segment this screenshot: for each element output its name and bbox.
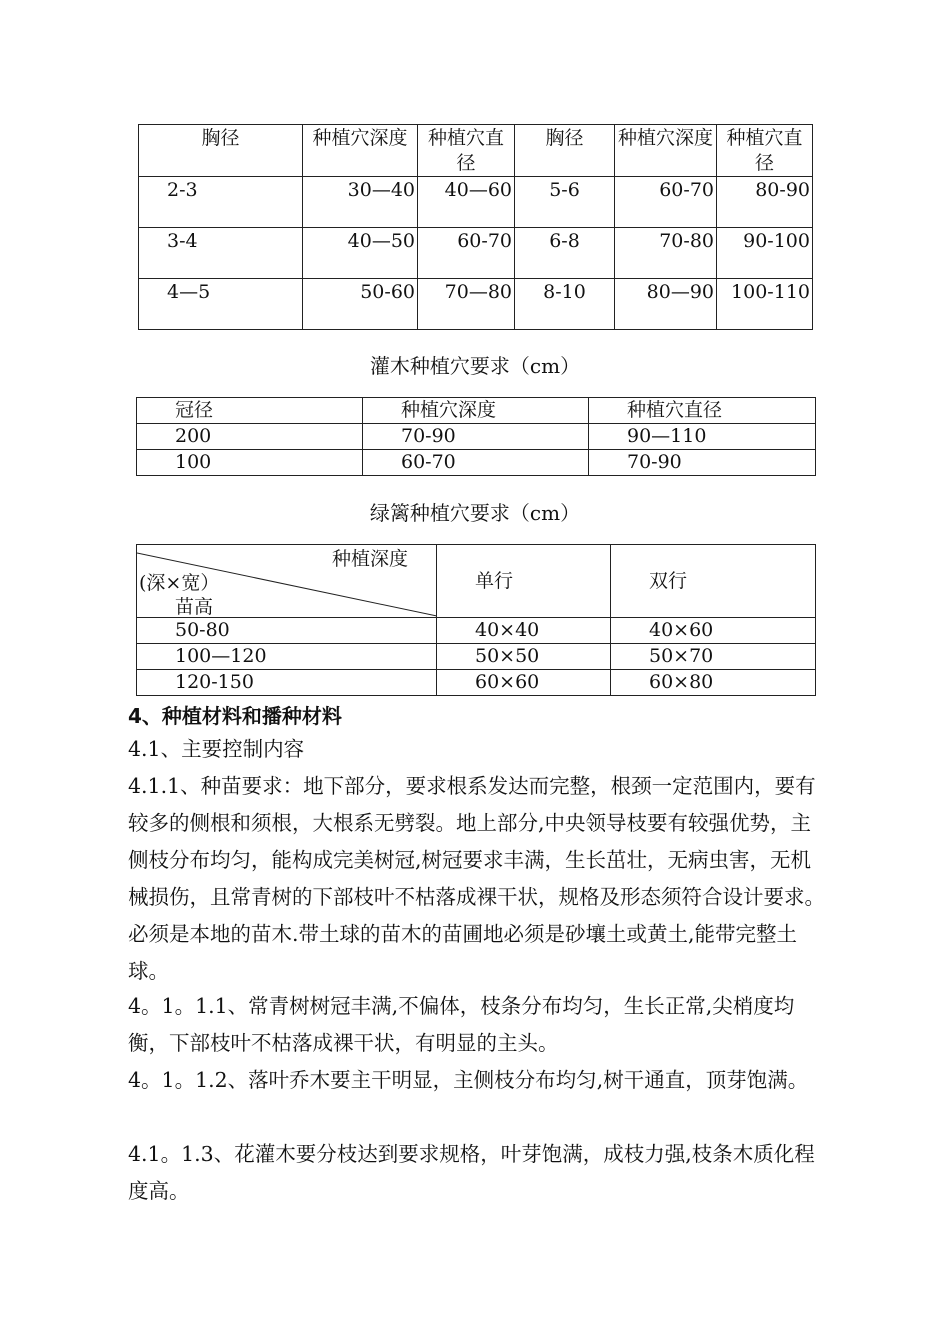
shrub-table-caption: 灌木种植穴要求（cm） <box>369 354 581 378</box>
table-row <box>139 279 813 330</box>
table-row <box>139 177 813 228</box>
table-cell: 4—5 <box>139 279 303 330</box>
table-cell: 80-90 <box>717 177 813 228</box>
table-cell: 40×60 <box>611 618 816 644</box>
diag-label-depth: 种植深度 <box>331 548 408 570</box>
header-cell: 种植穴直径 <box>418 125 515 177</box>
diag-label-size: (深×宽） <box>139 572 220 594</box>
table-cell: 80—90 <box>615 279 717 330</box>
table-header-row <box>137 545 816 618</box>
tree-pit-table <box>138 124 813 330</box>
header-cell: 种植穴直径 <box>717 125 813 177</box>
table-row <box>137 670 816 696</box>
table-cell: 40—60 <box>418 177 515 228</box>
table-cell: 50-60 <box>303 279 418 330</box>
header-cell: 胸径 <box>139 125 303 177</box>
paragraph: 4。1。1.2、落叶乔木要主干明显，主侧枝分布均匀,树干通直，顶芽饱满。 <box>128 1068 809 1092</box>
header-cell: 冠径 <box>137 398 363 424</box>
header-cell: 种植穴深度 <box>303 125 418 177</box>
header-cell: 种植穴直径 <box>589 398 816 424</box>
table-cell: 8-10 <box>515 279 615 330</box>
table-cell: 100 <box>137 450 363 476</box>
table-header-row <box>139 125 813 177</box>
table-cell: 120-150 <box>137 670 437 696</box>
shrub-pit-table <box>136 397 816 476</box>
diagonal-header-cell <box>137 545 437 618</box>
table-cell: 60×80 <box>611 670 816 696</box>
header-cell: 单行 <box>437 545 611 618</box>
paragraph: 4.1.1、种苗要求：地下部分，要求根系发达而完整，根颈一定范围内，要有较多的侧根和须根，大根系无劈裂。地上部分,中央领导枝要有较强优势，主侧枝分布均匀，能构成完美树冠,树冠要求丰满，生长茁壮，无病虫害，无机械损伤，且常青树的下部枝叶不枯落成裸干状，规格及形态须符合设计要求。必须是本地的苗木.带土球的苗木的苗圃地必须是砂壤土或黄土,能带完整土球。 <box>128 774 825 983</box>
table-cell: 50×50 <box>437 644 611 670</box>
table-cell: 6-8 <box>515 228 615 279</box>
table-cell: 70-90 <box>363 424 589 450</box>
table-cell: 50-80 <box>137 618 437 644</box>
table-row <box>137 618 816 644</box>
table-cell: 40×40 <box>437 618 611 644</box>
table-row <box>137 450 816 476</box>
paragraph: 4。1。1.1、常青树树冠丰满,不偏体，枝条分布均匀，生长正常,尖梢度均衡，下部枝叶不枯落成裸干状，有明显的主头。 <box>128 994 795 1055</box>
table-cell: 60×60 <box>437 670 611 696</box>
table-cell: 3-4 <box>139 228 303 279</box>
table-cell: 60-70 <box>363 450 589 476</box>
table-cell: 2-3 <box>139 177 303 228</box>
paragraph: 4.1。1.3、花灌木要分枝达到要求规格，叶芽饱满，成枝力强,枝条木质化程度高。 <box>128 1142 815 1203</box>
table-cell: 100-110 <box>717 279 813 330</box>
table-cell: 70-90 <box>589 450 816 476</box>
hedge-pit-table <box>136 544 816 696</box>
table-cell: 70—80 <box>418 279 515 330</box>
header-cell: 种植穴深度 <box>615 125 717 177</box>
table-cell: 90-100 <box>717 228 813 279</box>
table-header-row <box>137 398 816 424</box>
header-cell: 胸径 <box>515 125 615 177</box>
table-cell: 50×70 <box>611 644 816 670</box>
hedge-table-caption: 绿篱种植穴要求（cm） <box>369 501 581 525</box>
paragraph: 4.1、主要控制内容 <box>128 737 305 761</box>
table-cell: 100—120 <box>137 644 437 670</box>
table-cell: 90—110 <box>589 424 816 450</box>
header-cell: 种植穴深度 <box>363 398 589 424</box>
diag-label-height: 苗高 <box>175 596 214 618</box>
table-cell: 30—40 <box>303 177 418 228</box>
table-row <box>137 424 816 450</box>
table-row <box>137 644 816 670</box>
table-cell: 200 <box>137 424 363 450</box>
header-cell: 双行 <box>611 545 816 618</box>
table-cell: 40—50 <box>303 228 418 279</box>
table-cell: 60-70 <box>418 228 515 279</box>
table-cell: 70-80 <box>615 228 717 279</box>
table-row <box>139 228 813 279</box>
table-cell: 60-70 <box>615 177 717 228</box>
section-heading: 4、种植材料和播种材料 <box>128 704 342 728</box>
table-cell: 5-6 <box>515 177 615 228</box>
